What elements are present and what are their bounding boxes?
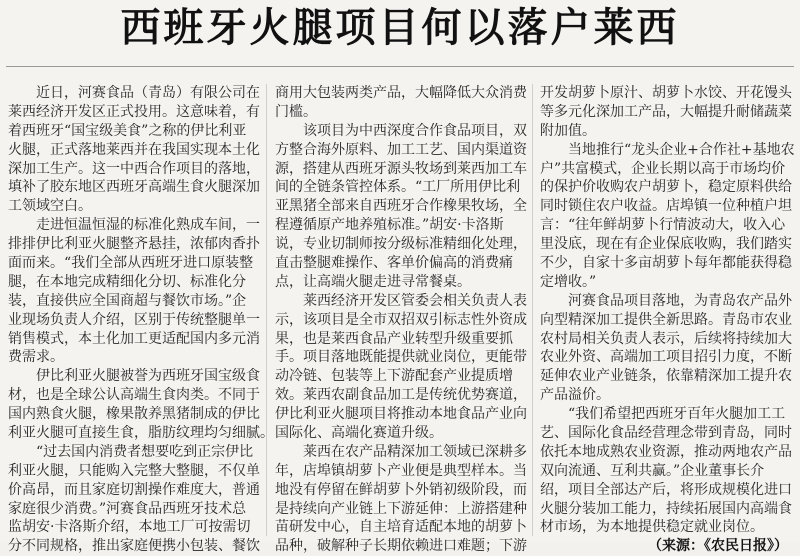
text-line: 工领域空白。 [8, 198, 92, 215]
text-line: 附加值。 [540, 122, 596, 139]
text-line: 当地推行“龙头企业+合作社+基地农 [568, 141, 795, 158]
text-column-1 [8, 84, 274, 555]
text-line: 手。项目落地既能提供就业岗位，更能带 [275, 349, 527, 366]
text-line: 等多元化深加工产品，大幅提升耐储蔬菜 [540, 103, 792, 120]
text-line: 面而来。“我们全部从西班牙进口原装整 [8, 255, 254, 272]
text-line: 费需求。 [8, 349, 64, 366]
text-line: 价高昂，而且家庭切割操作难度大，普通 [8, 481, 260, 498]
text-line: 农业外资、高端加工项目招引力度，不断 [540, 349, 792, 366]
source-row [540, 537, 792, 556]
text-line: 地没有停留在鲜胡萝卜外销初级阶段，而 [275, 481, 527, 498]
text-line: 莱西在农产品精深加工领域已深耕多 [303, 443, 527, 460]
text-line: 利亚火腿可直接生食，脂肪纹理均匀细腻。 [8, 425, 274, 442]
text-line: “过去国内消费者想要吃到正宗伊比 [36, 443, 254, 460]
text-line: 伊比利亚火腿项目将推动本地食品产业向 [275, 406, 527, 423]
text-line: 户”共富模式，企业长期以高于市场均价 [540, 160, 786, 177]
text-line: 商用大包装两类产品，大幅降低大众消费 [275, 85, 527, 101]
text-line: 火腿分装加工能力，持续拓展国内高端食 [540, 500, 792, 517]
text-line: 言：“往年鲜胡萝卜行情波动大，收入心 [540, 217, 786, 234]
text-line: 排排伊比利亚火腿整齐悬挂，浓郁肉香扑 [8, 236, 260, 253]
text-line: 河赛食品项目落地，为青岛农产品外 [568, 292, 792, 309]
text-line: 走进恒温恒湿的标准化熟成车间，一 [36, 217, 260, 234]
text-line: 国际化、高端化赛道升级。 [275, 425, 443, 442]
text-line: 亚黑猪全部来自西班牙合作橡果牧场，全 [275, 198, 527, 215]
text-line: 说，专业切制师按分级标准精细化处理， [275, 236, 527, 253]
text-line: 莱西经济开发区正式投用。这意味着，有 [8, 103, 260, 120]
text-line: 同时锁住农户收益。店埠镇一位种植户坦 [540, 198, 792, 215]
headline-divider [6, 66, 794, 67]
text-line: 分不同规格，推出家庭便携小包装、餐饮 [8, 538, 260, 555]
text-line: 产品溢价。 [540, 387, 610, 404]
text-line: “我们希望把西班牙百年火腿加工工 [568, 406, 786, 423]
text-line: 果，也是莱西食品产业转型升级重要抓 [275, 330, 513, 347]
text-line: 苗研发中心，自主培育适配本地的胡萝卜 [275, 519, 527, 536]
text-line: 动冷链、包装等上下游配套产业提质增 [275, 368, 513, 385]
text-column-3 [540, 84, 795, 555]
article-headline: 西班牙火腿项目何以落户莱西 [120, 4, 680, 51]
text-line: 利亚火腿，只能购入完整大整腿，不仅单 [8, 462, 260, 479]
text-line: 不少，自家十多亩胡萝卜每年都能获得稳 [540, 255, 792, 272]
column-divider-2 [532, 84, 533, 536]
text-line: 着西班牙“国宝级美食”之称的伊比利亚 [8, 122, 247, 139]
text-line: 点，让高端火腿走进寻常餐桌。 [275, 273, 471, 290]
text-line: 填补了胶东地区西班牙高端生食火腿深加 [8, 179, 260, 196]
text-line: 近日，河赛食品（青岛）有限公司在 [36, 85, 260, 101]
text-line: 双向流通、互利共赢。”企业董事长介 [540, 462, 765, 479]
text-line: 依托本地成熟农业资源，推动两地农产品 [540, 443, 792, 460]
text-line: 腿，在本地完成精细化分切、标准化分 [8, 273, 246, 290]
text-line: 材市场，为本地提供稳定就业岗位。 [540, 519, 764, 536]
column-divider-1 [266, 84, 267, 536]
text-line: 开发胡萝卜原汁、胡萝卜水饺、开花馒头 [540, 85, 792, 101]
text-line: 火腿，正式落地莱西并在我国实现本土化 [8, 141, 260, 158]
text-line: 里没底，现在有企业保底收购，我们踏实 [540, 236, 792, 253]
text-line: 间的全链条管控体系。“工厂所用伊比利 [275, 179, 521, 196]
text-line: 伊比利亚火腿被誉为西班牙国宝级食 [36, 368, 260, 385]
text-line: 品种，破解种子长期依赖进口难题；下游 [275, 538, 527, 555]
text-line: 国内熟食火腿，橡果散养黑猪制成的伊比 [8, 406, 260, 423]
text-line: 直击整腿难操作、客单价偏高的消费痛 [275, 255, 513, 272]
text-line: 家庭很少消费。”河赛食品西班牙技术总 [8, 500, 247, 517]
text-line: 程遵循原产地养殖标准。”胡安·卡洛斯 [275, 217, 504, 234]
text-line: 向型精深加工提供全新思路。青岛市农业 [540, 311, 792, 328]
text-line: 效。莱西农副食品加工是传统优势赛道， [275, 387, 527, 404]
text-line: 延伸农业产业链条，依靠精深加工提升农 [540, 368, 792, 385]
text-line: 材，也是全球公认高端生食肉类。不同于 [8, 387, 260, 404]
text-line: 定增收。” [540, 273, 597, 290]
text-line: 销售模式，本土化加工更适配国内多元消 [8, 330, 260, 347]
text-line: 是持续向产业链上下游延伸：上游搭建种 [275, 500, 527, 517]
text-line: 示，该项目是全市双招双引标志性外资成 [275, 311, 527, 328]
text-line: 年，店埠镇胡萝卜产业便是典型样本。当 [275, 462, 527, 479]
text-line: 该项目为中西深度合作食品项目，双 [303, 122, 527, 139]
text-column-2 [275, 84, 527, 555]
source-note: （来源：《农民日报》） [648, 538, 788, 555]
text-line: 莱西经济开发区管委会相关负责人表 [303, 292, 527, 309]
text-line: 业现场负责人介绍，区别于传统整腿单一 [8, 311, 260, 328]
text-line: 方整合海外原料、加工工艺、国内渠道资 [275, 141, 527, 158]
text-line: 监胡安·卡洛斯介绍，本地工厂可按需切 [8, 519, 251, 536]
text-line: 的保护价收购农户胡萝卜，稳定原料供给 [540, 179, 792, 196]
text-line: 装，直接供应全国商超与餐饮市场。”企 [8, 292, 247, 309]
text-line: 门槛。 [275, 103, 317, 120]
text-line: 深加工生产。这一中西合作项目的落地， [8, 160, 260, 177]
text-line: 农村局相关负责人表示，后续将持续加大 [540, 330, 792, 347]
text-line: 源，搭建从西班牙源头牧场到莱西加工车 [275, 160, 527, 177]
text-line: 绍，项目全部达产后，将形成规模化进口 [540, 481, 792, 498]
text-line: 艺、国际化食品经营理念带到青岛，同时 [540, 425, 792, 442]
